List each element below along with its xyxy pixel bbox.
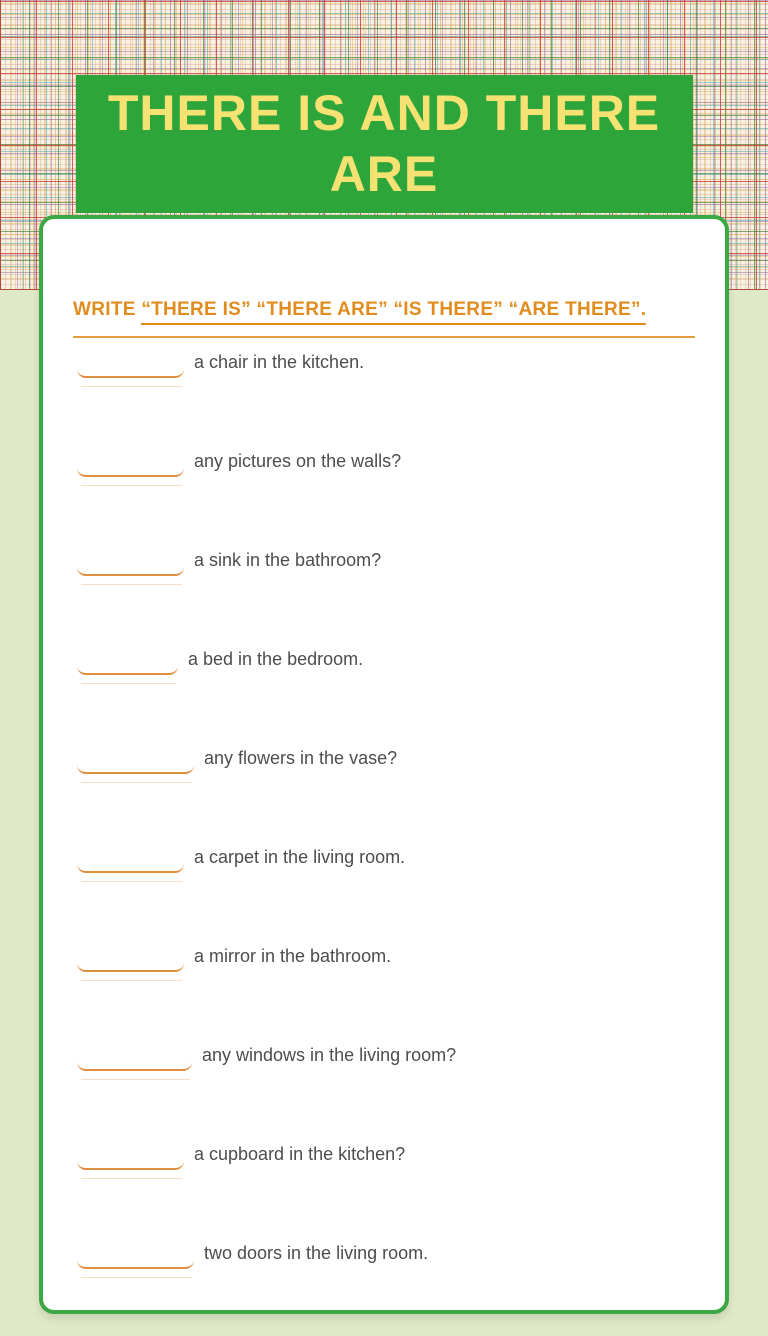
question-row <box>73 1142 695 1241</box>
question-text: two doors in the living room. <box>204 1243 429 1263</box>
question-row <box>73 845 695 944</box>
answer-blank[interactable] <box>77 944 184 972</box>
question-list <box>73 350 695 1310</box>
question-text: a cupboard in the kitchen? <box>194 1144 406 1164</box>
question-text: a mirror in the bathroom. <box>194 946 392 966</box>
question-row <box>73 1241 695 1310</box>
question-row <box>73 449 695 548</box>
question-row <box>73 944 695 1043</box>
answer-blank[interactable] <box>77 746 194 774</box>
instruction-prefix: WRITE <box>73 299 136 320</box>
question-text: a sink in the bathroom? <box>194 550 382 570</box>
worksheet-card <box>39 215 729 1314</box>
answer-blank[interactable] <box>77 548 184 576</box>
instruction-options: “THERE IS” “THERE ARE” “IS THERE” “ARE THERE”. <box>141 299 646 325</box>
question-text: a bed in the bedroom. <box>188 649 364 669</box>
question-text: any windows in the living room? <box>202 1045 457 1065</box>
answer-blank[interactable] <box>77 449 184 477</box>
question-row <box>73 746 695 845</box>
instruction-heading <box>73 297 695 323</box>
answer-blank[interactable] <box>77 1142 184 1170</box>
question-row <box>73 548 695 647</box>
answer-blank[interactable] <box>77 647 178 675</box>
title-banner <box>76 75 693 213</box>
question-text: a chair in the kitchen. <box>194 352 365 372</box>
answer-blank[interactable] <box>77 845 184 873</box>
divider-rule <box>73 336 695 338</box>
question-text: any flowers in the vase? <box>204 748 398 768</box>
question-row <box>73 350 695 449</box>
question-row <box>73 1043 695 1142</box>
question-row <box>73 647 695 746</box>
worksheet-title: THERE IS AND THERE ARE <box>107 85 661 202</box>
answer-blank[interactable] <box>77 1043 192 1071</box>
question-text: a carpet in the living room. <box>194 847 406 867</box>
answer-blank[interactable] <box>77 350 184 378</box>
answer-blank[interactable] <box>77 1241 194 1269</box>
question-text: any pictures on the walls? <box>194 451 402 471</box>
